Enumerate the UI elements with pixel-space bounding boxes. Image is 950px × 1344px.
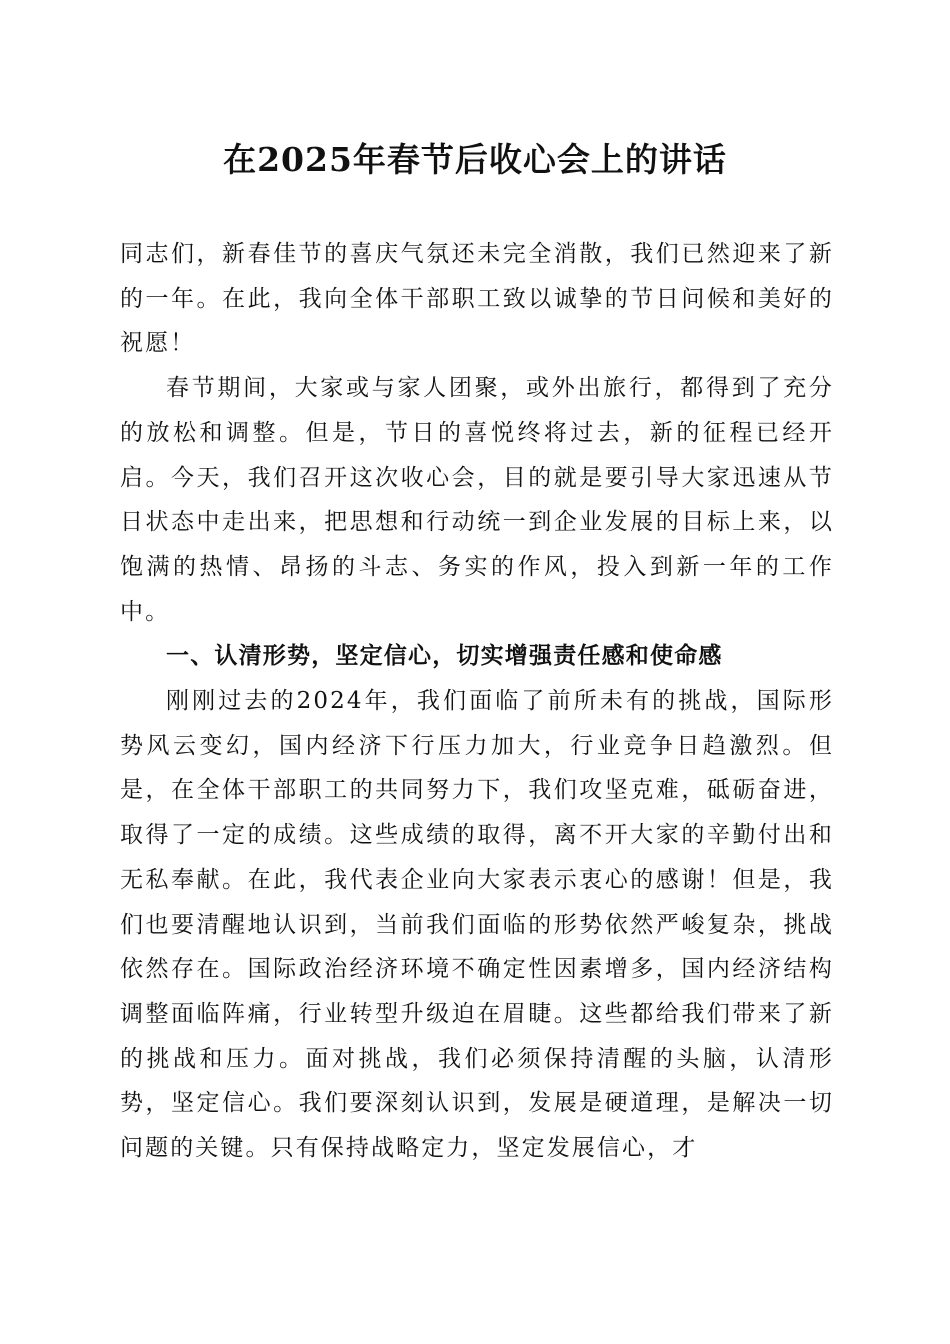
document-title: 在2025年春节后收心会上的讲话 (223, 140, 727, 179)
paragraph-situation: 刚刚过去的2024年，我们面临了前所未有的挑战，国际形势风云变幻，国内经济下行压力加大，行业竞争日趋激烈。但是，在全体干部职工的共同努力下，我们攻坚克难，砥砺奋进，取得了一定的成绩。这些成绩的取得，离不开大家的辛勤付出和无私奉献。在此，我代表企业向大家表示衷心的感谢！但是，我们也要清醒地认识到，当前我们面临的形势依然严峻复杂，挑战依然存在。国际政治经济环境不确定性因素增多，国内经济结构调整面临阵痛，行业转型升级迫在眉睫。这些都给我们带来了新的挑战和压力。面对挑战，我们必须保持清醒的头脑，认清形势，坚定信心。我们要深刻认识到，发展是硬道理，是解决一切问题的关键。只有保持战略定力，坚定发展信心，才 (120, 688, 834, 1162)
document-body (120, 232, 834, 1171)
section-heading-1: 一、认清形势，坚定信心，切实增强责任感和使命感 (166, 643, 723, 670)
paragraph-greeting: 同志们，新春佳节的喜庆气氛还未完全消散，我们已然迎来了新的一年。在此，我向全体干部职工致以诚挚的节日问候和美好的祝愿！ (120, 241, 834, 357)
paragraph-purpose: 春节期间，大家或与家人团聚，或外出旅行，都得到了充分的放松和调整。但是，节日的喜悦终将过去，新的征程已经开启。今天，我们召开这次收心会，目的就是要引导大家迅速从节日状态中走出来，把思想和行动统一到企业发展的目标上来，以饱满的热情、昂扬的斗志、务实的作风，投入到新一年的工作中。 (120, 375, 834, 625)
